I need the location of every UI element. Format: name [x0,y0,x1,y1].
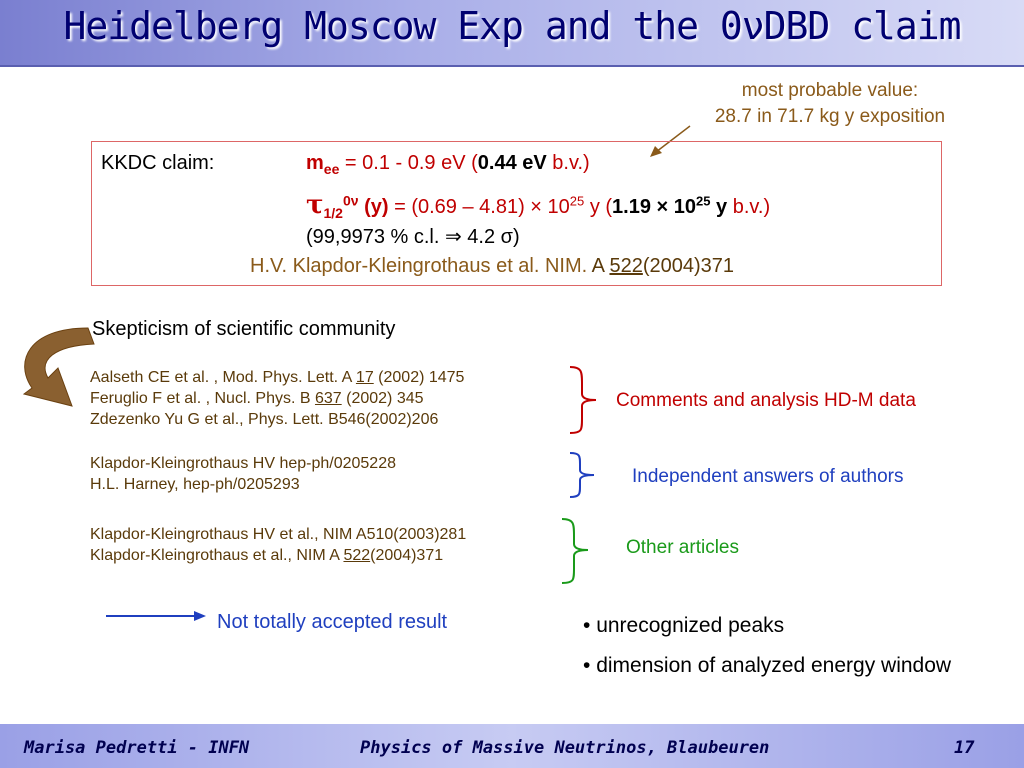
citation-text: H.V. Klapdor-Kleingrothaus et al. NIM. [250,255,592,277]
bullet-list [583,610,1003,682]
brace-blue-icon [566,450,606,500]
tau-superscript: 0ν [342,192,359,209]
skepticism-heading: Skepticism of scientific community [92,318,396,340]
tau-best-unit: y [710,196,728,218]
tau-range-a: = (0.69 – 4.81) × 10 [388,196,570,218]
mass-symbol: m [306,152,324,174]
bullet-glyph: • [583,654,591,677]
tau-best-tail: b.v.) [727,196,771,218]
tau-unit: (y) [358,196,389,218]
not-accepted-result: Not totally accepted result [217,611,448,633]
citation-volume: 522 [609,255,643,277]
kkdc-claim-label: KKDC claim: [101,152,215,174]
mass-best-value: 0.44 eV [477,152,547,174]
tau-range-b: y ( [584,196,613,218]
independent-answers-note: Independent answers of authors [632,466,904,487]
halflife-line [306,190,770,221]
tau-best-value: 1.19 × 10 [612,196,697,218]
bullet-item: • unrecognized peaks [583,614,785,637]
tau-best-exponent: 25 [696,193,711,209]
mass-range: = 0.1 - 0.9 eV ( [339,152,478,174]
tau-subscript: 1/2 [323,205,343,221]
tau-range-exponent: 25 [569,193,585,209]
footer-author: Marisa Pedretti - INFN [24,738,250,758]
reference-harney: H.L. Harney, hep-ph/0205293 [90,476,300,493]
comments-analysis-note: Comments and analysis HD-M data [616,390,916,411]
reference-group-answers [90,453,396,495]
reference-klapdor-hepph: Klapdor-Kleingrothaus HV hep-ph/0205228 [90,455,396,472]
mass-range-line [306,152,590,177]
reference-feruglio: Feruglio F et al. , Nucl. Phys. B 637 (2002) 345 [90,390,424,407]
slide-title: Heidelberg Moscow Exp and the 0νDBD claim [63,4,961,48]
curved-arrow-icon [10,322,100,414]
reference-group-other [90,524,466,566]
tau-symbol: τ [306,190,324,220]
most-probable-value: 28.7 in 71.7 kg y exposition [714,106,946,127]
reference-aalseth: Aalseth CE et al. , Mod. Phys. Lett. A 17 (2002) 1475 [90,369,465,386]
citation-year: (2004)371 [642,255,735,277]
citation-journal: A [591,255,610,277]
bullet-glyph: • [583,614,591,637]
mass-best-tail: b.v.) [546,152,590,174]
title-underline [0,65,1024,67]
kkdc-citation [250,255,734,278]
reference-group-comments [90,367,464,430]
footer-page-number: 17 [954,738,975,758]
brace-red-icon [566,364,606,436]
mass-subscript: ee [323,161,340,177]
footer-event: Physics of Massive Neutrinos, Blaubeuren [360,738,770,758]
bullet-item: • dimension of analyzed energy window [583,654,952,677]
right-arrow-icon [104,608,208,624]
reference-klapdor-nim2004: Klapdor-Kleingrothaus et al., NIM A 522(2004)371 [90,547,444,564]
brace-green-icon [556,516,596,586]
reference-klapdor-nim2003: Klapdor-Kleingrothaus HV et al., NIM A510(2003)281 [90,526,467,543]
reference-zdezenko: Zdezenko Yu G et al., Phys. Lett. B546(2002)206 [90,411,439,428]
most-probable-label: most probable value: [741,80,919,101]
other-articles-note: Other articles [626,537,739,558]
confidence-level: (99,9973 % c.l. ⇒ 4.2 σ) [306,226,520,248]
